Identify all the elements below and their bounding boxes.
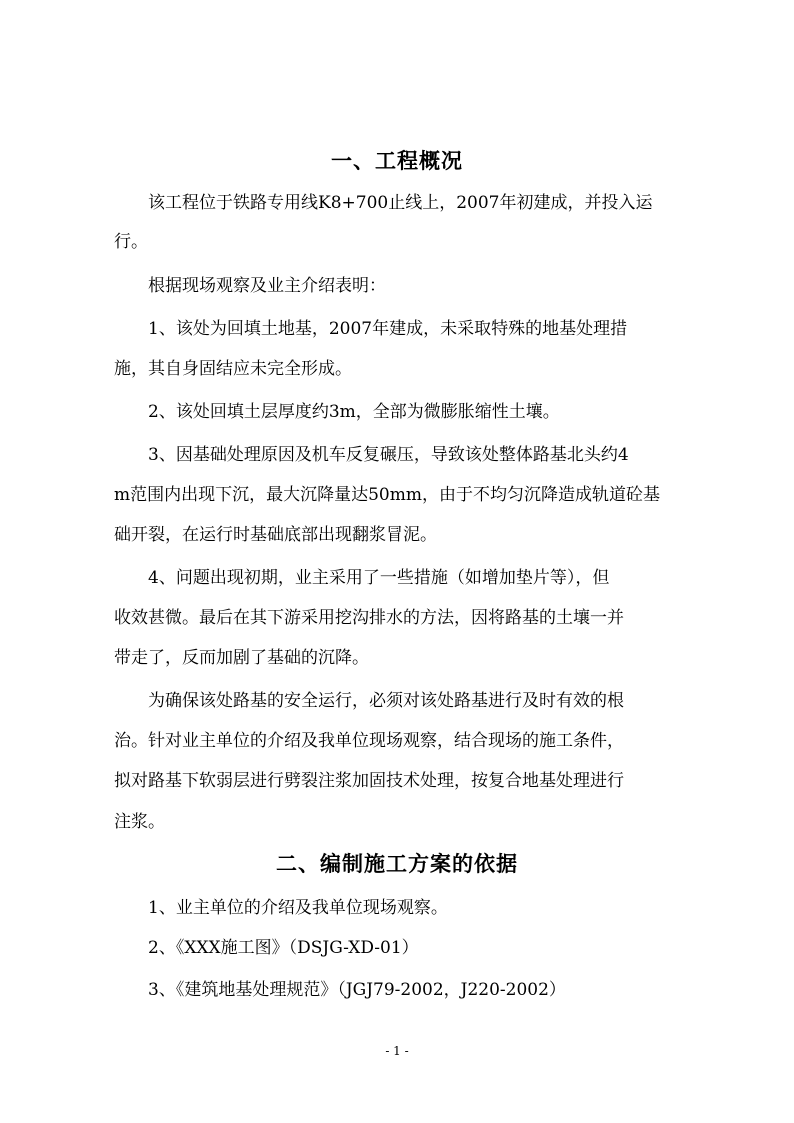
item2-text: 2、该处回填土层厚度约3m，全部为微膨胀缩性土壤。 [148, 402, 560, 422]
item4-line-1: 4、问题出现初期，业主采用了一些措施（如增加垫片等），但 [148, 568, 610, 588]
observation-text: 根据现场观察及业主介绍表明： [148, 276, 386, 296]
conclusion-line-2: 治。针对业主单位的介绍及我单位现场观察，结合现场的施工条件， [114, 731, 624, 751]
intro-line-1: 该工程位于铁路专用线K8+700止线上，2007年初建成，并投入运 [148, 193, 653, 213]
item1-line-2: 施，其自身固结应未完全形成。 [114, 359, 352, 379]
section-heading-basis: 二、编制施工方案的依据 [276, 852, 518, 876]
basis-item-2: 2、《XXX施工图》（DSJG-XD-01） [148, 938, 419, 958]
conclusion-line-1: 为确保该处路基的安全运行，必须对该处路基进行及时有效的根 [148, 691, 624, 711]
page-number: - 1 - [385, 1044, 409, 1058]
intro-line-2: 行。 [114, 232, 148, 252]
item4-line-3: 带走了，反而加剧了基础的沉降。 [114, 648, 369, 668]
basis-item-3: 3、《建筑地基处理规范》（JGJ79-2002，J220-2002） [148, 980, 566, 1000]
item3-line-2: m范围内出现下沉，最大沉降量达50mm，由于不均匀沉降造成轨道砼基 [114, 485, 660, 505]
item1-line-1: 1、该处为回填土地基，2007年建成，未采取特殊的地基处理措 [148, 319, 628, 339]
conclusion-line-4: 注浆。 [114, 812, 165, 832]
item3-line-3: 础开裂，在运行时基础底部出现翻浆冒泥。 [114, 525, 437, 545]
item4-line-2: 收效甚微。最后在其下游采用挖沟排水的方法，因将路基的土壤一并 [114, 608, 624, 628]
basis-item-1: 1、业主单位的介绍及我单位现场观察。 [148, 898, 448, 918]
item3-line-1: 3、因基础处理原因及机车反复碾压，导致该处整体路基北头约4 [148, 445, 629, 465]
section-heading-overview: 一、工程概况 [331, 149, 463, 173]
conclusion-line-3: 拟对路基下软弱层进行劈裂注浆加固技术处理，按复合地基处理进行 [114, 771, 624, 791]
